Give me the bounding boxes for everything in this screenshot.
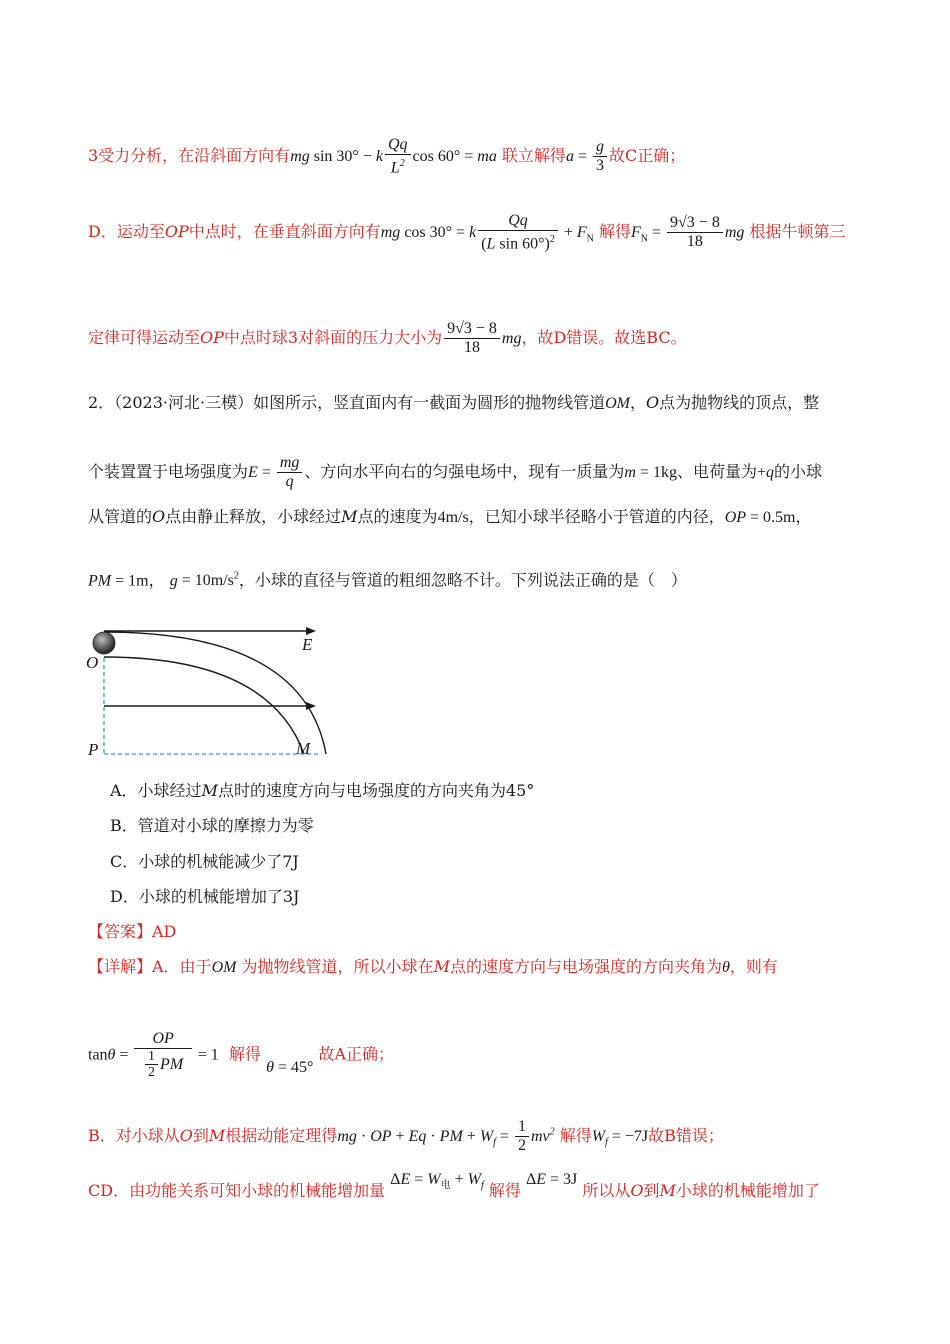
fraction: $\frac{Qq}{(L \sin 60^\circ)^2}$ [478,212,558,253]
formula: = [115,1046,133,1064]
label-m: M [433,957,450,976]
formula: + [757,464,767,481]
ball-icon [93,632,115,654]
text-segment: CD．由功能关系可知小球的机械能增加量 [88,1181,386,1200]
detail-line-4 [88,1171,820,1209]
formula: = [257,464,275,481]
text-segment: ， [148,570,165,590]
text-segment: 、电荷量为 [677,462,758,481]
formula: k [375,148,383,166]
option-b[interactable]: B．管道对小球的摩擦力为零 [110,816,314,835]
text-segment: 点的速度为 [357,507,438,526]
text-segment: 点由静止释放，小球经过 [165,507,342,526]
fraction: $\frac{Qq}{L^2}$ [385,136,411,177]
formula: OM [211,959,237,976]
text-segment: 个装置置于电场强度为 [88,462,249,481]
formula: $mv^2$ [530,1126,555,1145]
text-segment: 根据牛顿第三 [749,222,846,242]
fraction: $\frac{1}{2}$ [515,1118,529,1155]
text-segment: 2．（2023·河北·三模）如图所示，竖直面内有一截面为圆形的抛物线管道 [88,393,606,412]
formula: = 1m [111,572,149,590]
formula: = 1kg [635,464,677,481]
formula: = $10m/s^2$ [177,571,239,590]
option-a[interactable] [110,780,534,802]
formula: θ [266,1058,274,1076]
text-segment: D．运动至 [88,222,165,242]
label-o: O [152,507,166,526]
formula: N [586,233,594,245]
formula: q [766,464,775,481]
formula: ΔE = 3J [525,1171,578,1188]
detail-line-2 [88,1030,394,1080]
formula: mg [290,148,310,166]
formula: mg [337,1128,357,1145]
formula: $W_f$ [479,1128,496,1149]
fraction: OP $\frac{1}{2}$ PM [134,1030,191,1080]
label-op: OP [200,328,224,347]
pipe-diagram [84,622,344,772]
arrow-head-icon [306,627,316,635]
formula: = [647,224,666,242]
solution-line-1 [88,136,685,177]
text-segment: 点为抛物线的顶点，整 [659,393,820,412]
formula: PM [88,572,112,590]
label-op: OP [164,222,189,242]
formula: N [640,233,648,245]
formula: = 0.5m [746,509,796,526]
text-segment: ，故D错误。故选BC。 [521,328,687,347]
formula: a [565,148,574,166]
label-o: O [86,653,99,672]
text-segment: ，小球的直径与管道的粗细忽略不计。下列说法正确的是（ ） [238,570,687,590]
formula: $\Delta E = W_电 + W_f$ [390,1171,484,1192]
formula: OP [724,509,747,526]
detail-line-1 [88,956,778,979]
text-segment: 的小球 [774,462,823,481]
pipe-outer-wall [104,632,326,754]
formula: g [169,572,178,590]
formula: F [630,224,641,242]
formula: OP [370,1128,392,1145]
label-p: P [88,740,99,759]
label-o: O [645,393,660,412]
answer: 【答案】AD [88,922,177,941]
formula: = −7J [607,1128,649,1145]
label-m: M [341,507,358,526]
text-segment: 解得 [228,1044,261,1064]
formula: k [469,224,477,242]
text-segment: ， [795,507,812,526]
text-segment: 到 [192,1126,209,1145]
formula: cos 60° = [412,148,478,166]
label-e: E [302,635,313,654]
text-segment: 点的速度方向与电场强度的方向夹角为 [449,957,722,976]
formula: mg [724,224,745,242]
formula: 4m/s [437,509,469,526]
text-segment: 解得 [559,1126,592,1145]
label-m: M [659,1181,676,1200]
formula: θ [107,1046,116,1064]
question-line-3 [88,506,812,529]
text-segment: 从管道的 [88,507,153,526]
text-segment: ，则有 [729,957,778,976]
text-segment: 3受力分析，在沿斜面方向有 [88,146,291,166]
formula: Eq [408,1128,427,1145]
formula: + [462,1128,480,1145]
formula: · [356,1128,371,1145]
formula: mg [380,224,401,242]
text-segment: 【详解】A．由于 [88,957,212,976]
formula: OM [605,395,630,412]
question-line-2 [88,454,822,491]
formula: cos 30° = [400,224,470,242]
formula: + [559,224,577,242]
formula: ma [477,148,497,166]
text-segment: 中点时球3对斜面的压力大小为 [223,328,443,347]
text-segment: 所以从 [582,1181,631,1200]
label-m: M [208,1126,226,1145]
solution-line-2 [88,212,846,253]
text-segment: 到 [643,1181,660,1200]
question-line-4 [88,566,687,592]
formula: F [576,224,587,242]
fraction: $\frac{9√3 - 8}{18}$ [667,214,723,251]
formula: sin 30° − [309,148,376,166]
text-segment: 解得 [598,222,631,242]
label-m: M [296,739,311,758]
label-o: O [179,1126,193,1145]
text-segment: 中点时，在垂直斜面方向有 [188,222,381,242]
formula: m [624,464,636,481]
text-segment: B．对小球从 [88,1126,180,1145]
label-o: O [630,1181,644,1200]
formula: = [495,1128,513,1145]
text-segment: ，已知小球半径略小于管道的内径， [468,507,725,526]
solution-line-3 [88,320,687,357]
question-line-1 [88,392,819,415]
formula: + [391,1128,409,1145]
text-segment: 为抛物线管道，所以小球在 [241,957,434,976]
text-segment: 、方向水平向右的匀强电场中，现有一质量为 [304,462,625,481]
formula: = [573,148,591,166]
text-segment: 定律可得运动至 [88,328,201,347]
text-segment: 故A正确； [318,1044,395,1064]
formula: mg [501,330,522,347]
option-d[interactable]: D．小球的机械能增加了3J [110,887,300,906]
text-segment: 联立解得 [501,146,566,166]
text-segment: 故C正确； [608,146,686,166]
formula: = 45° [273,1058,314,1076]
formula: E [248,464,258,481]
fraction: $\frac{g}{3}$ [593,138,607,175]
formula: $W_f$ [591,1128,608,1149]
text-segment: 解得 [488,1181,521,1200]
label-m: M [201,781,218,800]
option-text: A．小球经过 [110,781,202,800]
text-segment: 小球的机械能增加了 [675,1181,820,1200]
fraction: $\frac{mg}{q}$ [277,454,303,491]
option-text: 点时的速度方向与电场强度的方向夹角为45° [217,781,535,800]
text-segment: 故B错误； [648,1126,724,1145]
formula: tan [88,1046,108,1064]
formula: = 1 [193,1046,219,1064]
option-c[interactable]: C．小球的机械能减少了7J [110,852,299,871]
formula: θ [721,959,730,976]
fraction: $\frac{9√3 - 8}{18}$ [444,320,500,357]
formula: · [426,1128,440,1145]
text-segment: 根据动能定理得 [225,1126,338,1145]
detail-line-3 [88,1118,724,1155]
formula: PM [439,1128,463,1145]
text-segment: ， [629,393,646,412]
